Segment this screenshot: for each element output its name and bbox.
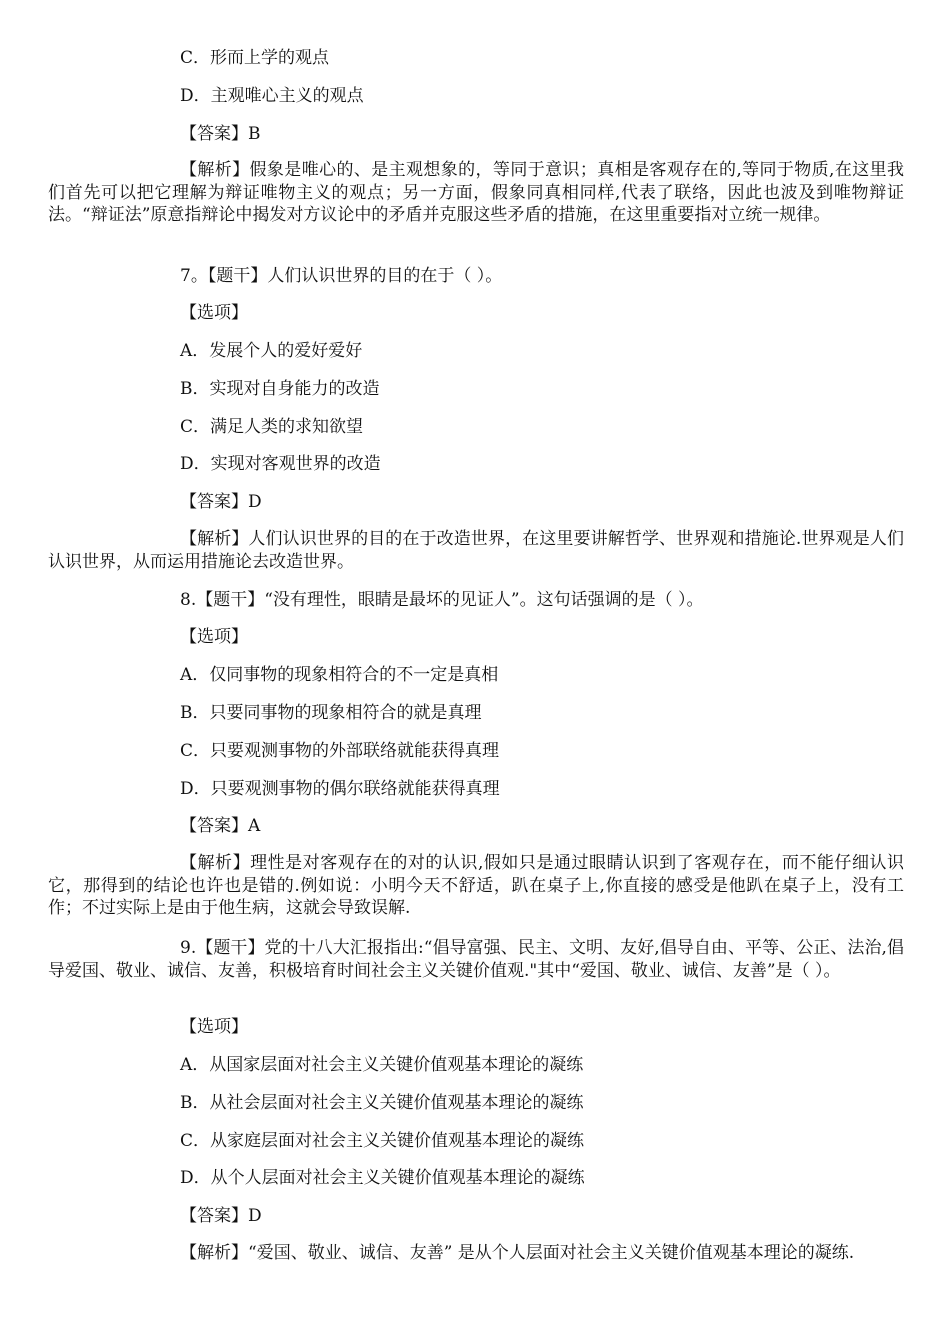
option-c-q9: C．从家庭层面对社会主义关键价值观基本理论的凝练 [180, 1131, 585, 1151]
options-label-q7: 【选项】 [180, 303, 248, 323]
option-d-q8: D．只要观测事物的偶尔联络就能获得真理 [180, 779, 500, 799]
option-a-q9: A．从国家层面对社会主义关键价值观基本理论的凝练 [180, 1055, 584, 1075]
answer-q6: 【答案】B [180, 124, 261, 144]
analysis-q7: 【解析】人们认识世界的目的在于改造世界，在这里要讲解哲学、世界观和措施论.世界观是人们认识世界，从而运用措施论去改造世界。 [48, 529, 904, 572]
option-d-q7: D．实现对客观世界的改造 [180, 454, 381, 474]
question-9-stem: 9.【题干】党的十八大汇报指出:“倡导富强、民主、文明、友好,倡导自由、平等、公正、法治,倡导爱国、敬业、诚信、友善，积极培育时间社会主义关键价值观."其中“爱国、敬业、诚信、友善”是（ ）。 [48, 938, 904, 981]
option-b-q9: B．从社会层面对社会主义关键价值观基本理论的凝练 [180, 1093, 584, 1113]
answer-q7: 【答案】D [180, 492, 262, 512]
option-a-q7: A．发展个人的爱好爱好 [180, 341, 363, 361]
option-a-q8: A．仅同事物的现象相符合的不一定是真相 [180, 665, 499, 685]
analysis-q6: 【解析】假象是唯心的、是主观想象的，等同于意识；真相是客观存在的,等同于物质,在这里我们首先可以把它理解为辩证唯物主义的观点；另一方面，假象同真相同样,代表了联络，因此也波及到唯物辩证法。“辩证法”原意指辩论中揭发对方议论中的矛盾并克服这些矛盾的措施，在这里重要指对立统一规律。 [48, 160, 904, 225]
options-label-q9: 【选项】 [180, 1017, 248, 1037]
option-c-q8: C．只要观测事物的外部联络就能获得真理 [180, 741, 500, 761]
answer-q9: 【答案】D [180, 1206, 262, 1226]
question-8-stem: 8.【题干】“没有理性，眼睛是最坏的见证人”。这句话强调的是（ ）。 [180, 590, 704, 610]
option-c-q6: C．形而上学的观点 [180, 48, 330, 68]
option-d-q6: D．主观唯心主义的观点 [180, 86, 364, 106]
analysis-q9: 【解析】“爱国、敬业、诚信、友善” 是从个人层面对社会主义关键价值观基本理论的凝练. [180, 1243, 855, 1263]
option-b-q7: B．实现对自身能力的改造 [180, 379, 380, 399]
option-c-q7: C．满足人类的求知欲望 [180, 417, 364, 437]
options-label-q8: 【选项】 [180, 627, 248, 647]
analysis-q8: 【解析】理性是对客观存在的对的认识,假如只是通过眼睛认识到了客观存在，而不能仔细认识它，那得到的结论也许也是错的.例如说：小明今天不舒适，趴在桌子上,你直接的感受是他趴在桌子上，没有工作；不过实际上是由于他生病，这就会导致误解. [48, 853, 904, 918]
question-7-stem: 7。【题干】人们认识世界的目的在于（ ）。 [180, 266, 503, 286]
option-b-q8: B．只要同事物的现象相符合的就是真理 [180, 703, 482, 723]
answer-q8: 【答案】A [180, 816, 261, 836]
option-d-q9: D．从个人层面对社会主义关键价值观基本理论的凝练 [180, 1168, 585, 1188]
